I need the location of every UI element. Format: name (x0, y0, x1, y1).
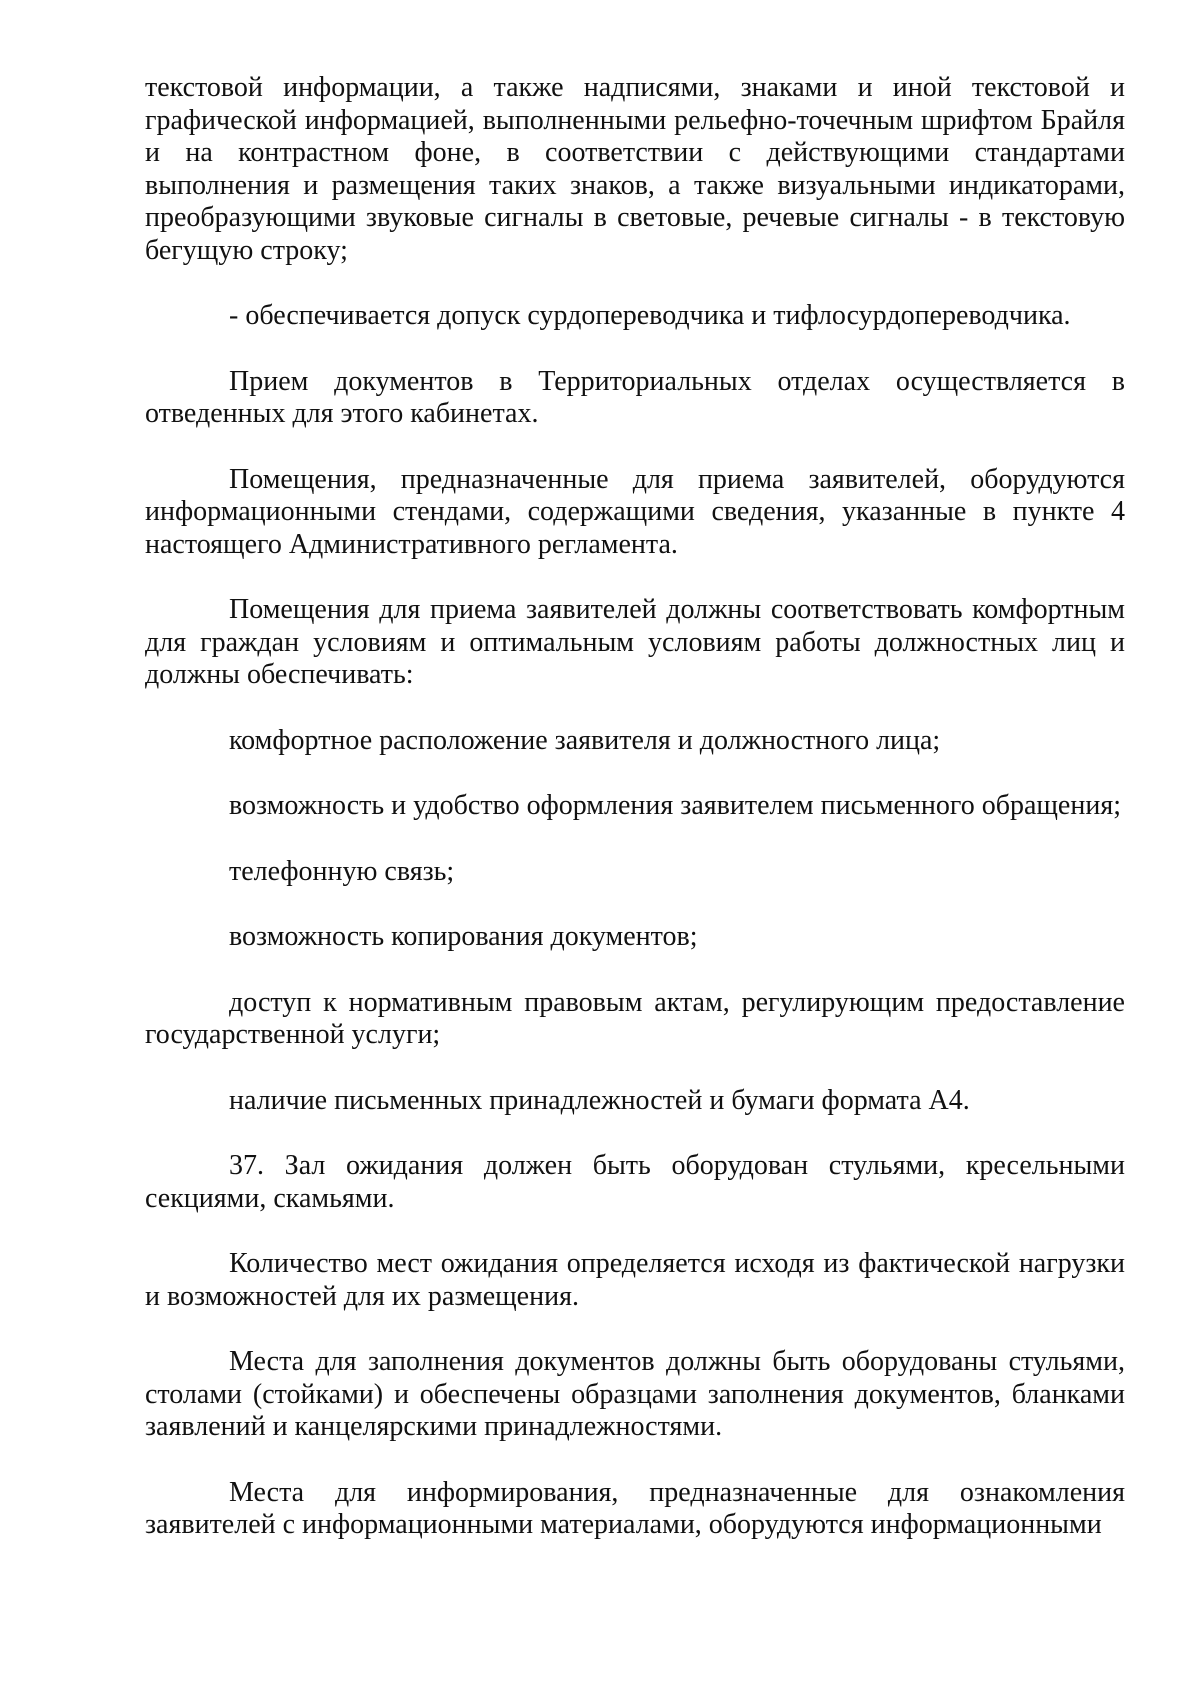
list-item-legal-acts-access: доступ к нормативным правовым актам, регулирующим предоставление государственной услуги; (145, 986, 1125, 1050)
paragraph-waiting-seats-count: Количество мест ожидания определяется исходя из фактической нагрузки и возможностей для их размещения. (145, 1248, 1125, 1312)
paragraph-information-places: Места для информирования, предназначенные для ознакомления заявителей с информационными материалами, оборудуются информационными (145, 1476, 1125, 1540)
paragraph-info-stands: Помещения, предназначенные для приема заявителей, оборудуются информационными стендами, содержащими сведения, указанные в пункте 4 настоящего Административного регламента. (145, 463, 1125, 560)
paragraph-reception-rooms: Помещения для приема заявителей должны соответствовать комфортным для граждан условиям и оптимальным условиям работы должностных лиц и должны обеспечивать: (145, 594, 1125, 690)
list-item-telephone: телефонную связь; (229, 855, 455, 887)
paragraph-interpreter-access: - обеспечивается допуск сурдопереводчика и тифлосурдопереводчика. (229, 300, 1071, 331)
paragraph-document-reception: Прием документов в Территориальных отделах осуществляется в отведенных для этого кабинетах. (145, 365, 1125, 429)
list-item-comfortable-placement: комфортное расположение заявителя и должностного лица; (229, 724, 941, 756)
list-item-writing-possibility: возможность и удобство оформления заявителем письменного обращения; (229, 790, 1121, 821)
paragraph-continuation: текстовой информации, а также надписями, знаками и иной текстовой и графической информацией, выполненными рельефно-точечным шрифтом Брайля и на контрастном фоне, в соответствии с действующими стандартами выполнения и размещения таких знаков, а также визуальными индикаторами, преобразующими звуковые сигналы в световые, речевые сигналы - в текстовую бегущую строку; (145, 72, 1125, 266)
paragraph-waiting-hall: 37. Зал ожидания должен быть оборудован стульями, кресельными секциями, скамьями. (145, 1150, 1125, 1214)
list-item-copying: возможность копирования документов; (229, 921, 698, 952)
paragraph-form-filling-places: Места для заполнения документов должны быть оборудованы стульями, столами (стойками) и обеспечены образцами заполнения документов, бланками заявлений и канцелярскими принадлежностями. (145, 1346, 1125, 1442)
document-body (145, 72, 1125, 1575)
list-item-stationery: наличие письменных принадлежностей и бумаги формата А4. (229, 1084, 970, 1116)
